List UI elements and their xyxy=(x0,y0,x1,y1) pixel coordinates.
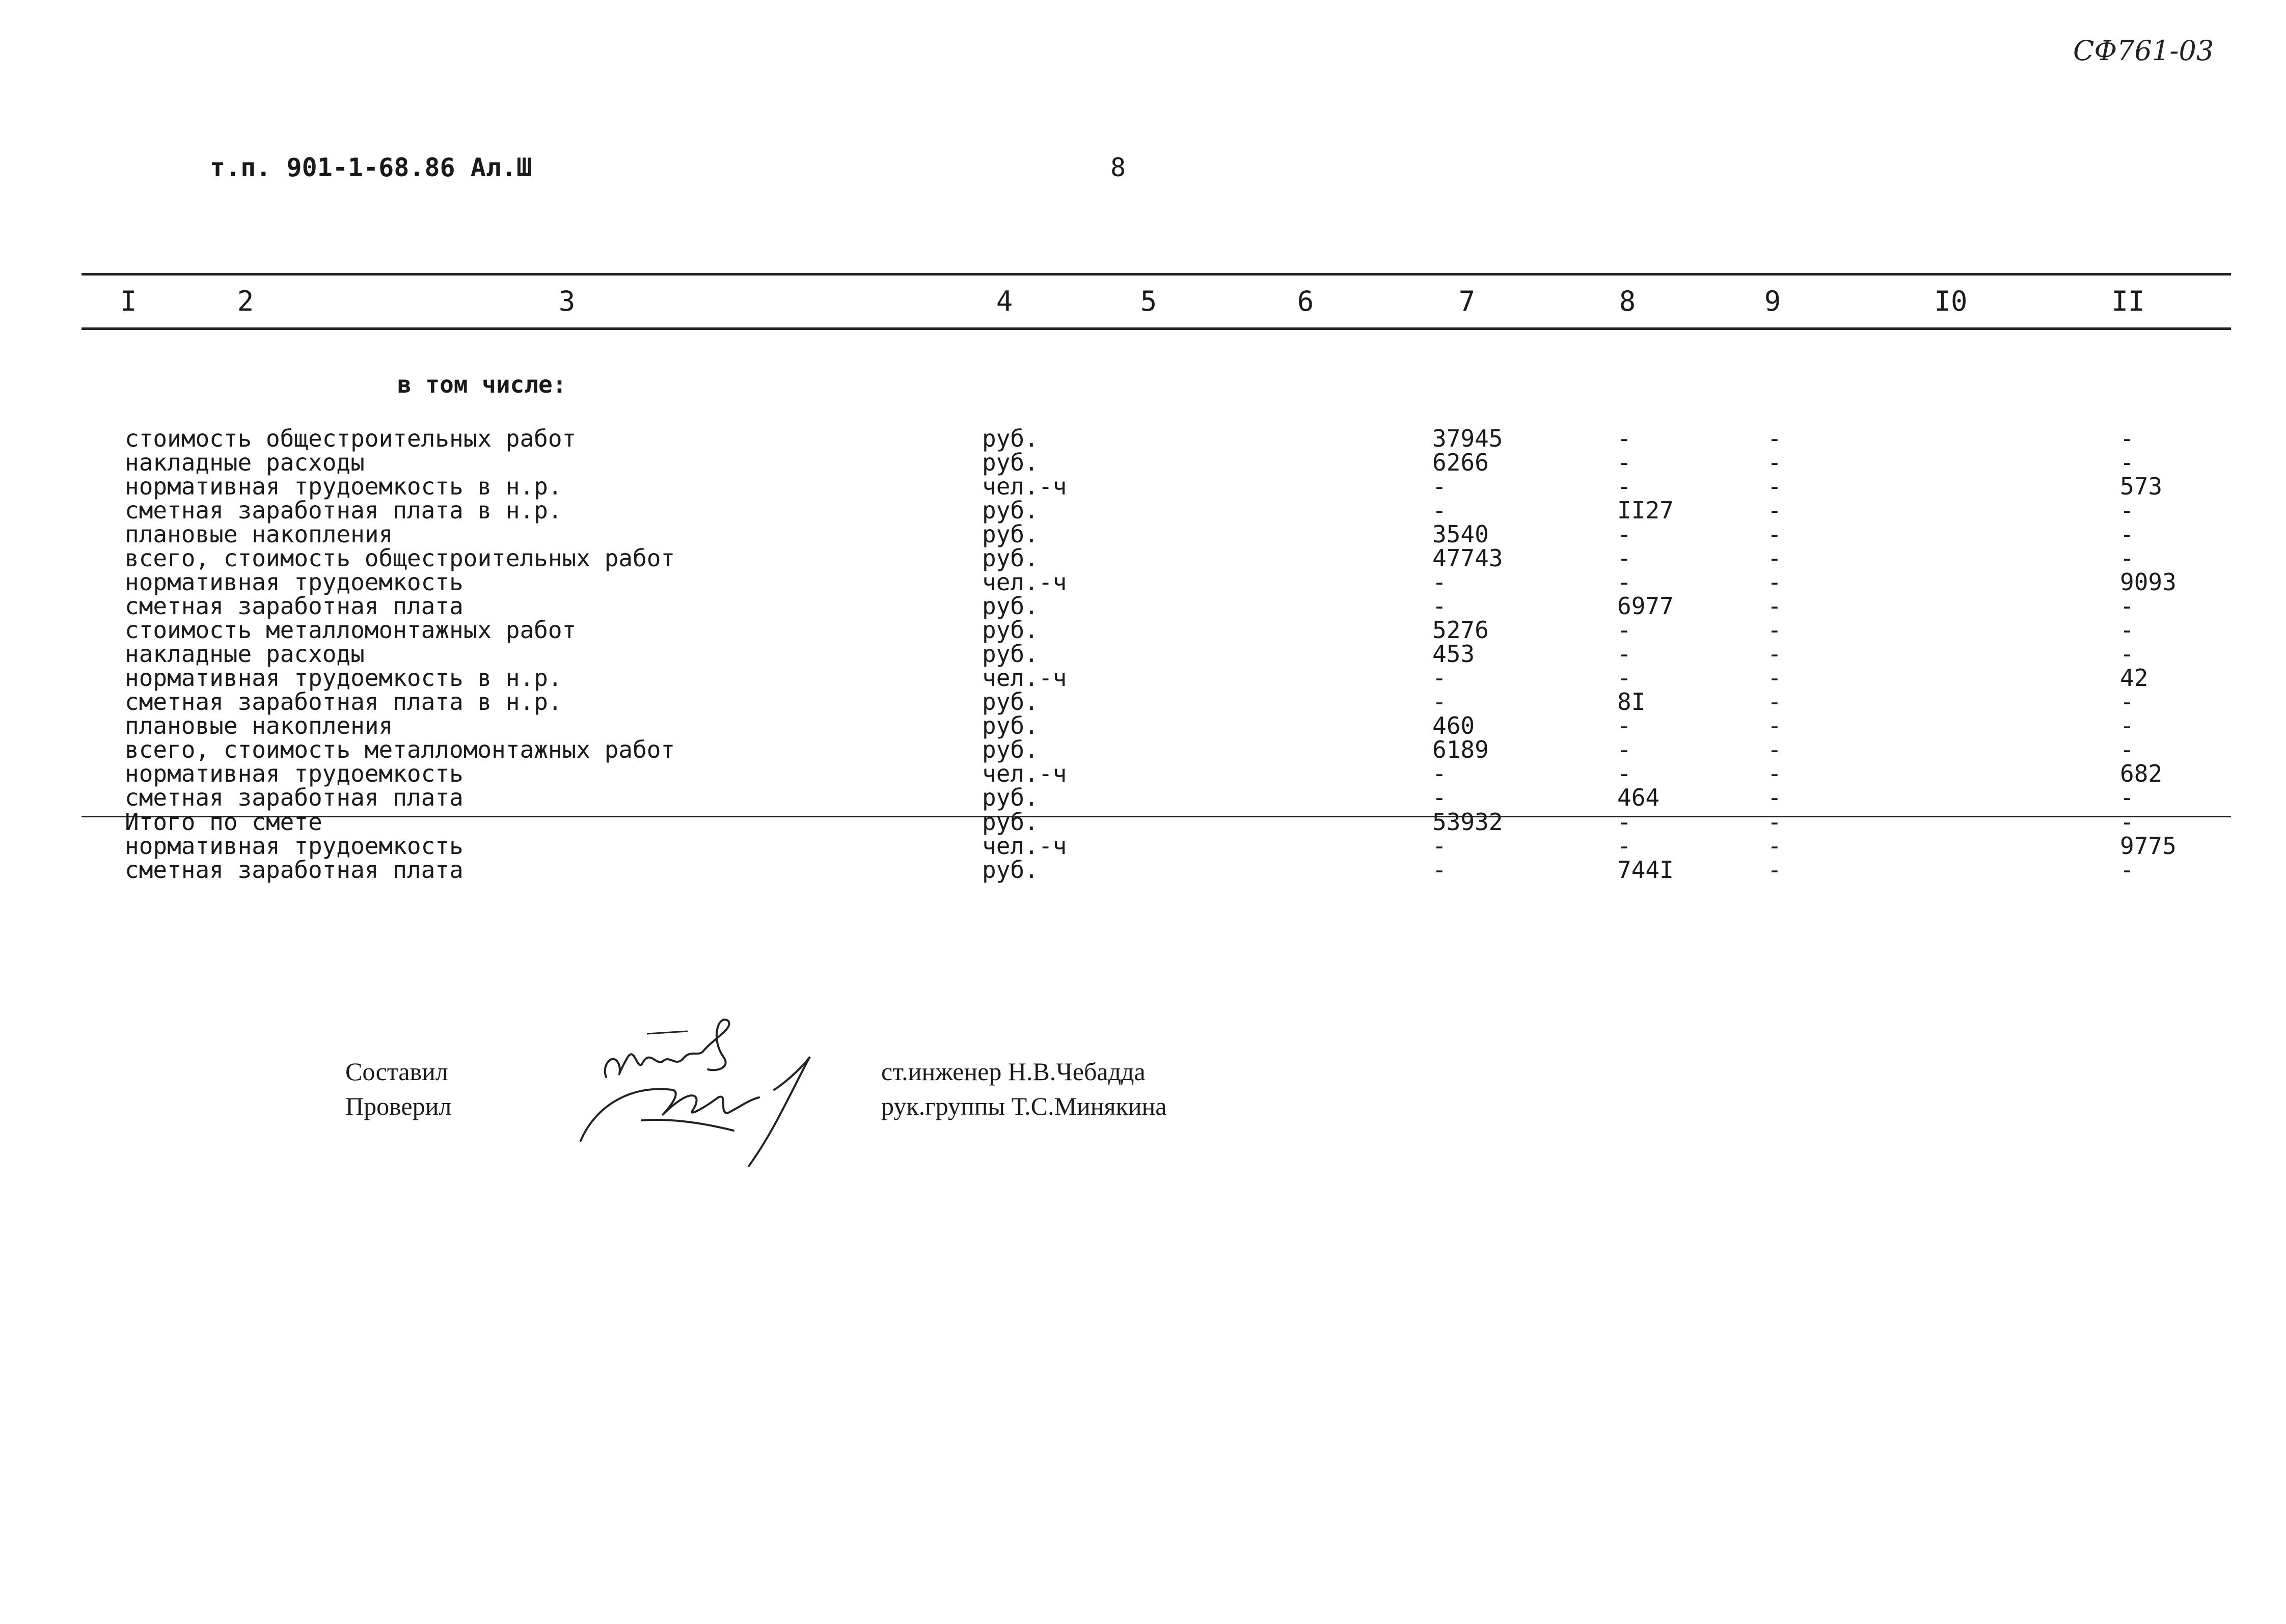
value-col-9: - xyxy=(1767,832,1782,860)
value-col-9: - xyxy=(1767,473,1782,500)
column-header: 2 xyxy=(237,285,254,317)
row-name: сметная заработная плата в н.р. xyxy=(125,497,562,524)
value-col-9: - xyxy=(1767,592,1782,620)
value-col-11: - xyxy=(2120,856,2134,884)
row-name: сметная заработная плата xyxy=(125,856,464,884)
value-col-11: - xyxy=(2120,640,2134,668)
value-col-7: - xyxy=(1432,568,1447,596)
value-col-7: - xyxy=(1432,784,1447,811)
value-col-8: II27 xyxy=(1617,497,1674,524)
value-col-7: - xyxy=(1432,688,1447,715)
value-col-8: - xyxy=(1617,808,1631,836)
value-col-11: - xyxy=(2120,544,2134,572)
value-col-11: 42 xyxy=(2120,664,2148,692)
column-header: 7 xyxy=(1458,285,1476,317)
value-col-9: - xyxy=(1767,449,1782,476)
value-col-11: 682 xyxy=(2120,760,2163,787)
table-row xyxy=(0,714,2286,738)
row-unit: руб. xyxy=(982,592,1039,620)
value-col-7: 6266 xyxy=(1432,449,1489,476)
value-col-9: - xyxy=(1767,497,1782,524)
table-row xyxy=(0,475,2286,499)
column-header: I xyxy=(120,285,137,317)
column-header: 8 xyxy=(1619,285,1636,317)
row-unit: руб. xyxy=(982,640,1039,668)
row-name: сметная заработная плата xyxy=(125,592,464,620)
value-col-11: - xyxy=(2120,449,2134,476)
checked-label: Проверил xyxy=(345,1092,452,1120)
value-col-9: - xyxy=(1767,856,1782,884)
column-header: II xyxy=(2111,285,2145,317)
value-col-8: - xyxy=(1617,712,1631,739)
value-col-9: - xyxy=(1767,568,1782,596)
value-col-11: - xyxy=(2120,592,2134,620)
row-unit: руб. xyxy=(982,544,1039,572)
value-col-9: - xyxy=(1767,664,1782,692)
row-name: сметная заработная плата xyxy=(125,784,464,811)
value-col-9: - xyxy=(1767,520,1782,548)
table-header-rule xyxy=(81,327,2231,330)
row-unit: руб. xyxy=(982,449,1039,476)
column-header: 4 xyxy=(996,285,1013,317)
value-col-11: - xyxy=(2120,520,2134,548)
value-col-11: - xyxy=(2120,616,2134,644)
row-unit: чел.-ч xyxy=(982,760,1067,787)
value-col-11: - xyxy=(2120,688,2134,715)
value-col-9: - xyxy=(1767,425,1782,452)
value-col-7: - xyxy=(1432,497,1447,524)
row-name: Итого по смете xyxy=(125,808,322,836)
row-name: нормативная трудоемкость в н.р. xyxy=(125,473,562,500)
table-row xyxy=(0,858,2286,882)
document-reference: т.п. 901-1-68.86 Ал.Ш xyxy=(210,153,532,182)
table-row xyxy=(0,810,2286,834)
value-col-9: - xyxy=(1767,544,1782,572)
table-row xyxy=(0,499,2286,522)
value-col-8: - xyxy=(1617,568,1631,596)
table-row xyxy=(0,690,2286,714)
value-col-8: - xyxy=(1617,520,1631,548)
row-name: нормативная трудоемкость xyxy=(125,832,464,860)
row-unit: чел.-ч xyxy=(982,664,1067,692)
value-col-9: - xyxy=(1767,760,1782,787)
table-row xyxy=(0,618,2286,642)
handwritten-signatures xyxy=(565,1008,830,1176)
value-col-9: - xyxy=(1767,688,1782,715)
row-unit: руб. xyxy=(982,712,1039,739)
table-row xyxy=(0,594,2286,618)
value-col-8: 6977 xyxy=(1617,592,1674,620)
row-name: всего, стоимость общестроительных работ xyxy=(125,544,675,572)
row-unit: руб. xyxy=(982,736,1039,763)
value-col-8: - xyxy=(1617,425,1631,452)
value-col-11: - xyxy=(2120,808,2134,836)
row-unit: руб. xyxy=(982,784,1039,811)
value-col-7: 460 xyxy=(1432,712,1475,739)
row-name: плановые накопления xyxy=(125,520,393,548)
row-name: нормативная трудоемкость xyxy=(125,760,464,787)
document-code: СФ761-03 xyxy=(2073,35,2214,67)
row-name: нормативная трудоемкость xyxy=(125,568,464,596)
value-col-8: 744I xyxy=(1617,856,1674,884)
row-unit: руб. xyxy=(982,616,1039,644)
value-col-11: 9093 xyxy=(2120,568,2176,596)
table-row xyxy=(0,762,2286,786)
value-col-7: - xyxy=(1432,856,1447,884)
row-name: плановые накопления xyxy=(125,712,393,739)
value-col-9: - xyxy=(1767,784,1782,811)
column-header: 3 xyxy=(558,285,576,317)
column-header: I0 xyxy=(1934,285,1968,317)
row-unit: руб. xyxy=(982,808,1039,836)
table-top-rule xyxy=(81,273,2231,276)
value-col-7: 5276 xyxy=(1432,616,1489,644)
table-row xyxy=(0,570,2286,594)
value-col-9: - xyxy=(1767,712,1782,739)
column-header: 6 xyxy=(1297,285,1314,317)
value-col-9: - xyxy=(1767,640,1782,668)
compiled-by: ст.инженер Н.В.Чебадда xyxy=(881,1057,1146,1086)
row-unit: руб. xyxy=(982,520,1039,548)
value-col-7: - xyxy=(1432,760,1447,787)
row-unit: чел.-ч xyxy=(982,473,1067,500)
value-col-8: 464 xyxy=(1617,784,1660,811)
value-col-7: 453 xyxy=(1432,640,1475,668)
row-unit: руб. xyxy=(982,688,1039,715)
value-col-8: - xyxy=(1617,640,1631,668)
table-row xyxy=(0,738,2286,762)
row-name: накладные расходы xyxy=(125,640,365,668)
compiled-label: Составил xyxy=(345,1057,448,1086)
value-col-9: - xyxy=(1767,736,1782,763)
value-col-7: 6189 xyxy=(1432,736,1489,763)
value-col-7: - xyxy=(1432,832,1447,860)
value-col-7: 3540 xyxy=(1432,520,1489,548)
value-col-8: 8I xyxy=(1617,688,1646,715)
value-col-9: - xyxy=(1767,808,1782,836)
value-col-7: - xyxy=(1432,592,1447,620)
table-row xyxy=(0,522,2286,546)
column-header: 9 xyxy=(1764,285,1781,317)
row-unit: руб. xyxy=(982,856,1039,884)
value-col-11: 573 xyxy=(2120,473,2163,500)
row-unit: чел.-ч xyxy=(982,568,1067,596)
value-col-11: - xyxy=(2120,497,2134,524)
value-col-11: - xyxy=(2120,784,2134,811)
value-col-8: - xyxy=(1617,473,1631,500)
table-row xyxy=(0,666,2286,690)
row-unit: чел.-ч xyxy=(982,832,1067,860)
value-col-9: - xyxy=(1767,616,1782,644)
row-name: накладные расходы xyxy=(125,449,365,476)
value-col-11: 9775 xyxy=(2120,832,2176,860)
table-row xyxy=(0,642,2286,666)
value-col-11: - xyxy=(2120,736,2134,763)
row-name: нормативная трудоемкость в н.р. xyxy=(125,664,562,692)
value-col-8: - xyxy=(1617,760,1631,787)
value-col-8: - xyxy=(1617,736,1631,763)
value-col-7: 37945 xyxy=(1432,425,1503,452)
row-unit: руб. xyxy=(982,497,1039,524)
value-col-8: - xyxy=(1617,664,1631,692)
table-row xyxy=(0,786,2286,810)
value-col-8: - xyxy=(1617,832,1631,860)
value-col-11: - xyxy=(2120,712,2134,739)
value-col-7: 53932 xyxy=(1432,808,1503,836)
value-col-8: - xyxy=(1617,544,1631,572)
column-header: 5 xyxy=(1140,285,1157,317)
section-label: в том числе: xyxy=(397,371,567,398)
estimate-table-body xyxy=(0,427,2286,882)
table-row xyxy=(0,427,2286,451)
row-name: сметная заработная плата в н.р. xyxy=(125,688,562,715)
value-col-7: - xyxy=(1432,664,1447,692)
checked-by: рук.группы Т.С.Минякина xyxy=(881,1092,1167,1120)
value-col-7: 47743 xyxy=(1432,544,1503,572)
value-col-7: - xyxy=(1432,473,1447,500)
row-name: всего, стоимость металломонтажных работ xyxy=(125,736,675,763)
value-col-8: - xyxy=(1617,616,1631,644)
value-col-11: - xyxy=(2120,425,2134,452)
table-row xyxy=(0,834,2286,858)
row-name: стоимость общестроительных работ xyxy=(125,425,577,452)
table-row xyxy=(0,546,2286,570)
value-col-8: - xyxy=(1617,449,1631,476)
table-row xyxy=(0,451,2286,475)
row-name: стоимость металломонтажных работ xyxy=(125,616,577,644)
page-number: 8 xyxy=(1110,153,1126,182)
row-unit: руб. xyxy=(982,425,1039,452)
